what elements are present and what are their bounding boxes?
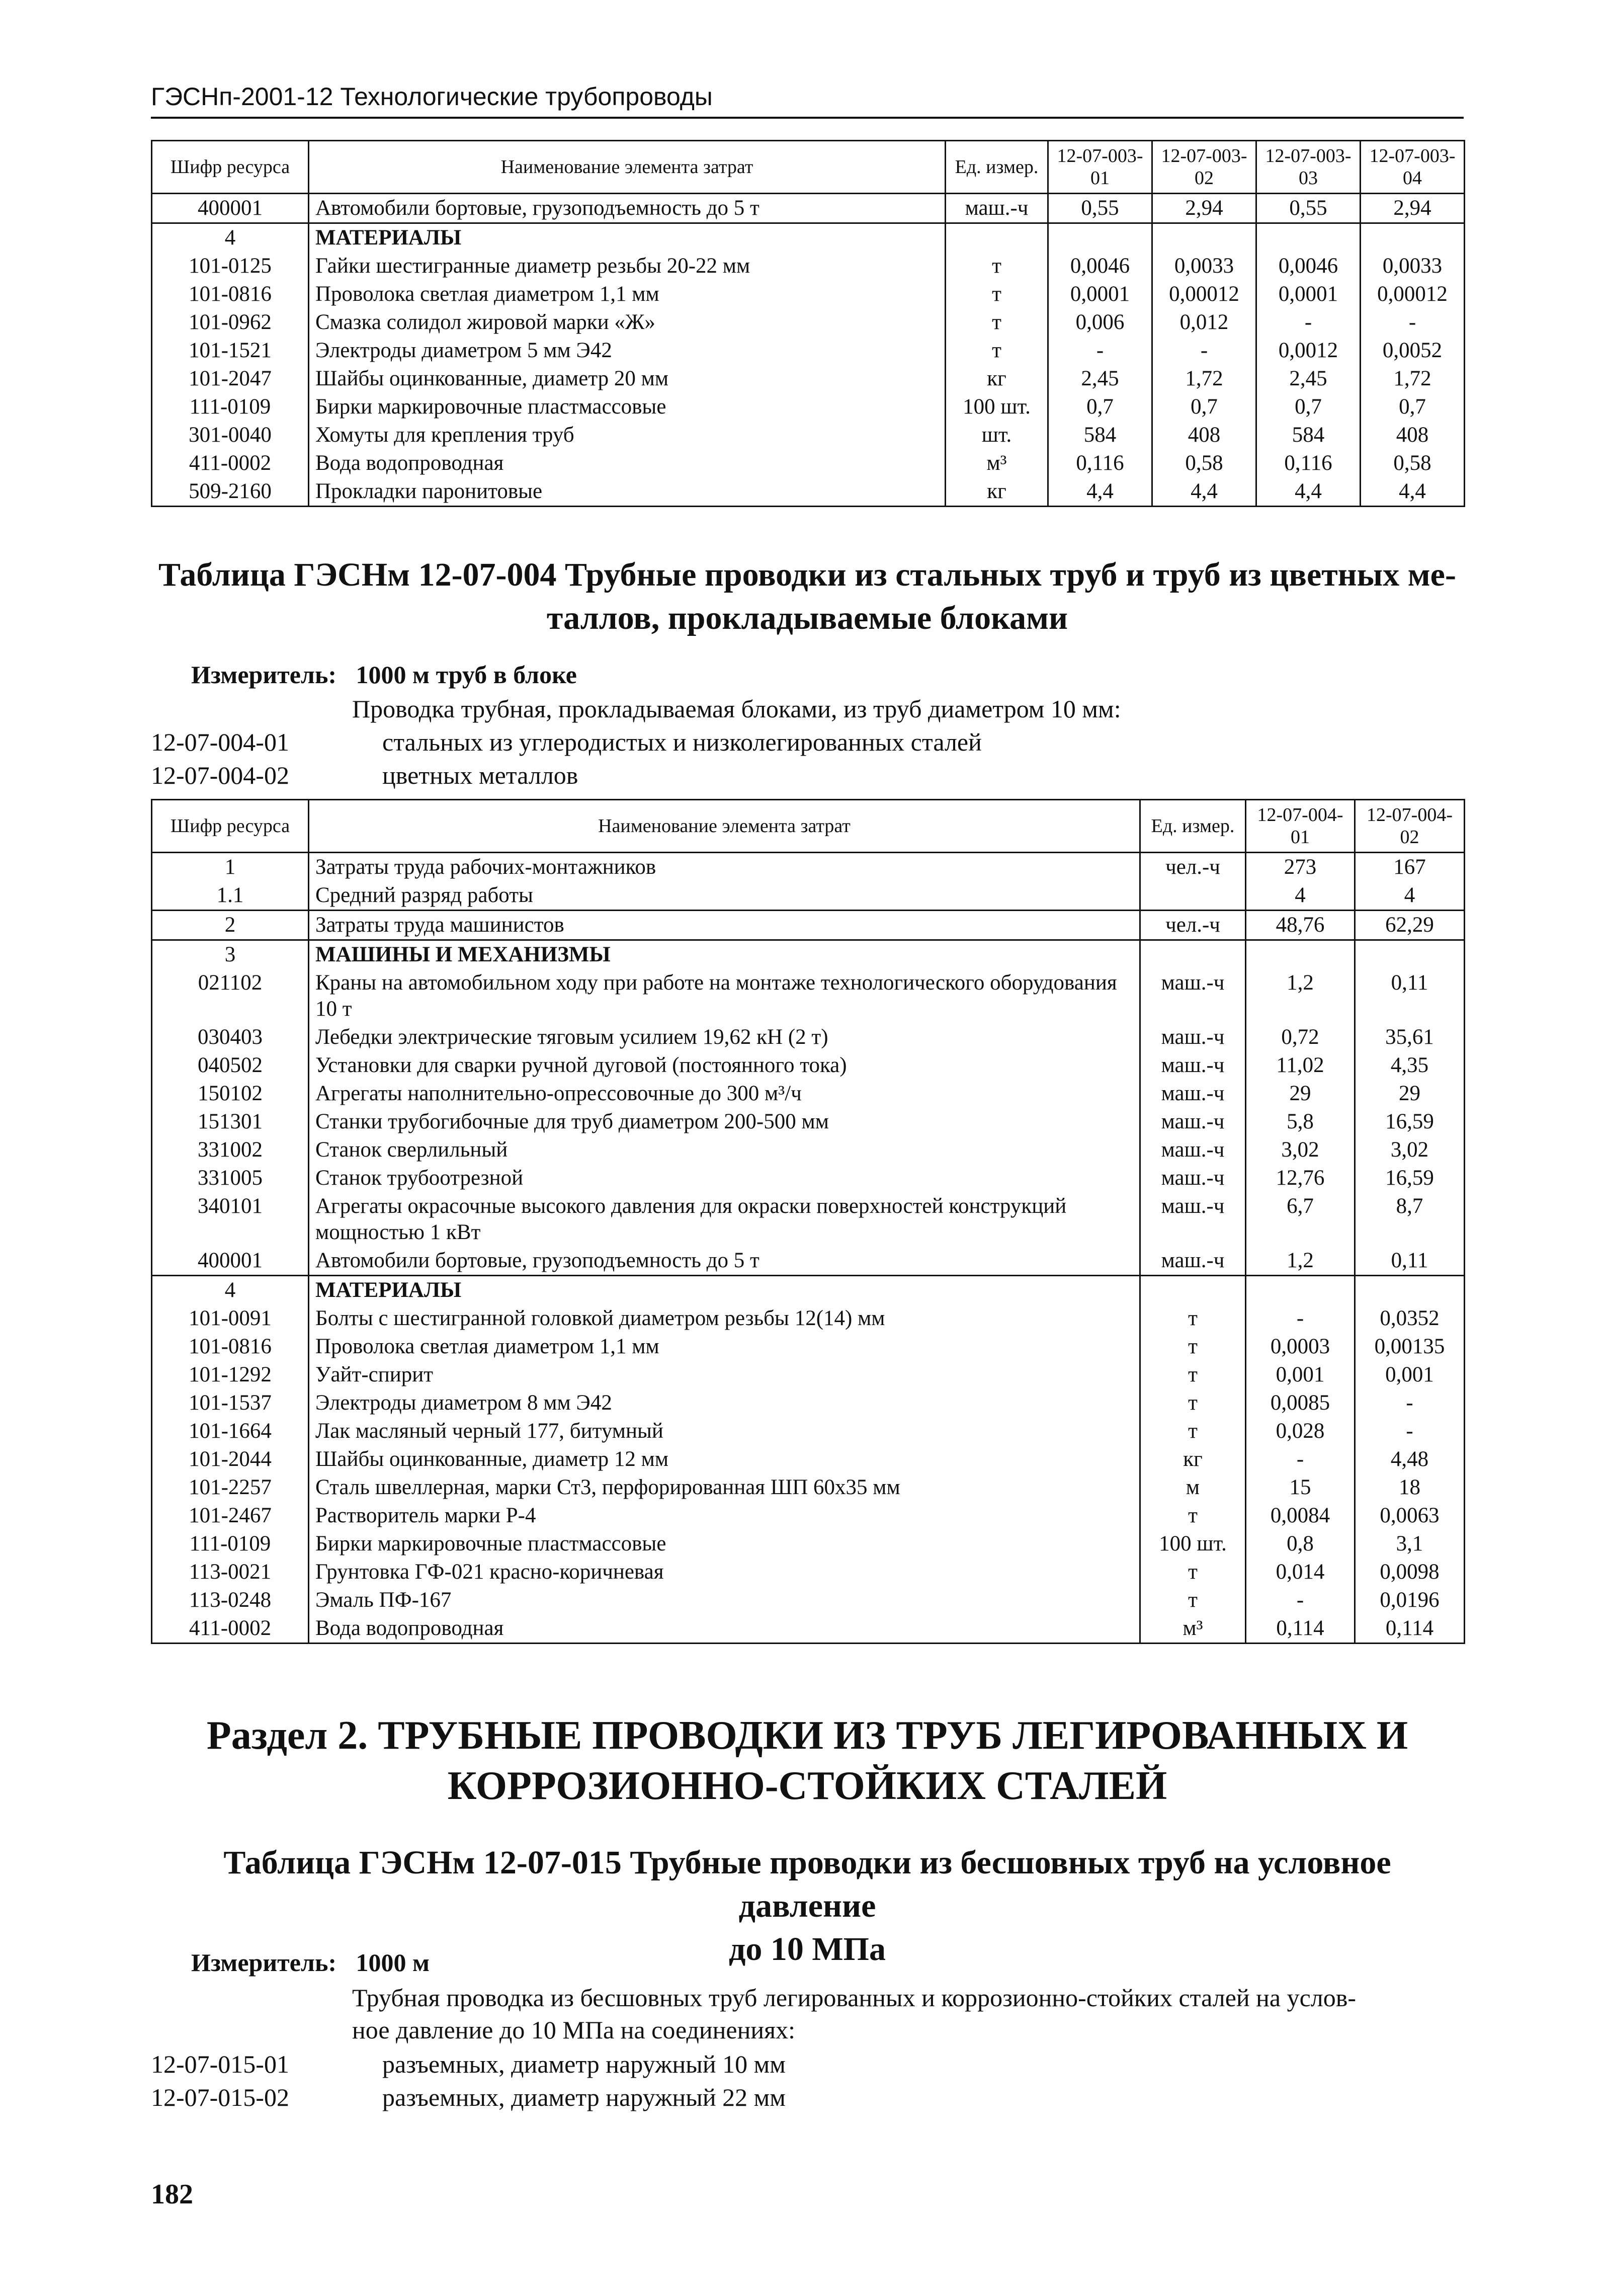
resource-code: 411-0002: [152, 1614, 309, 1644]
norm-value: 0,58: [1361, 449, 1465, 477]
norm-description: стальных из углеродистых и низколегированных сталей: [382, 728, 982, 756]
resource-name: Лебедки электрические тяговым усилием 19,62 кН (2 т): [309, 1023, 1140, 1051]
col-header-norm: 12-07-003-02: [1152, 141, 1256, 194]
norm-value: 0,116: [1048, 449, 1152, 477]
unit-cell: маш.-ч: [1140, 1247, 1246, 1276]
unit-cell: [1140, 940, 1246, 969]
table-015-intro: ное давление до 10 МПа на соединениях:: [352, 2016, 796, 2044]
unit-cell: чел.-ч: [1140, 853, 1246, 882]
resource-code: 400001: [152, 1247, 309, 1276]
resource-code: 101-2467: [152, 1502, 309, 1530]
resource-name: Сталь швеллерная, марки Ст3, перфорированная ШП 60х35 мм: [309, 1473, 1140, 1502]
unit-cell: чел.-ч: [1140, 911, 1246, 940]
table-row: [152, 1304, 1465, 1333]
unit-cell: м³: [946, 449, 1048, 477]
resource-code: 331002: [152, 1136, 309, 1164]
table-row: [152, 449, 1465, 477]
resource-code: 030403: [152, 1023, 309, 1051]
table-row: [152, 1361, 1465, 1389]
norm-value: 0,006: [1048, 308, 1152, 337]
table-row: [152, 911, 1465, 940]
resource-code: 101-0816: [152, 280, 309, 308]
norm-value: 62,29: [1355, 911, 1465, 940]
norm-value: 3,02: [1246, 1136, 1355, 1164]
unit-cell: маш.-ч: [1140, 1164, 1246, 1192]
norm-value: 2,94: [1361, 194, 1465, 223]
table-row: [152, 1108, 1465, 1136]
table-004-intro: Проводка трубная, прокладываемая блоками, из труб диаметром 10 мм:: [352, 695, 1121, 723]
norm-value: 5,8: [1246, 1108, 1355, 1136]
unit-cell: маш.-ч: [1140, 1108, 1246, 1136]
norm-value: 0,0098: [1355, 1558, 1465, 1586]
unit-cell: т: [946, 337, 1048, 365]
table-row: [152, 477, 1465, 507]
table-015-intro: Трубная проводка из бесшовных труб легированных и коррозионно-стойких сталей на услов-: [352, 1984, 1356, 2012]
resource-name: Шайбы оцинкованные, диаметр 20 мм: [309, 365, 946, 393]
norm-code: 12-07-015-01: [151, 2050, 289, 2078]
table-004-title: [151, 553, 1464, 640]
table-row: [152, 1558, 1465, 1586]
resource-code: 1.1: [152, 881, 309, 911]
unit-cell: шт.: [946, 421, 1048, 449]
col-header-name: Наименование элемента затрат: [309, 141, 946, 194]
norm-value: 0,001: [1246, 1361, 1355, 1389]
table-row: [152, 1136, 1465, 1164]
col-header-norm: 12-07-004-01: [1246, 800, 1355, 853]
resource-name: МАТЕРИАЛЫ: [309, 223, 946, 253]
norm-value: 0,114: [1246, 1614, 1355, 1644]
col-header-name: Наименование элемента затрат: [309, 800, 1140, 853]
unit-cell: [946, 223, 1048, 253]
unit-cell: т: [1140, 1417, 1246, 1445]
norm-value: 0,55: [1256, 194, 1361, 223]
title-line: КОРРОЗИОННО-СТОЙКИХ СТАЛЕЙ: [447, 1764, 1167, 1808]
resource-name: Краны на автомобильном ходу при работе на монтаже технологического оборудования 10 т: [309, 969, 1140, 1023]
unit-cell: т: [1140, 1333, 1246, 1361]
norm-value: 0,0001: [1048, 280, 1152, 308]
norm-value: 0,7: [1152, 393, 1256, 421]
unit-cell: т: [1140, 1558, 1246, 1586]
resource-code: 400001: [152, 194, 309, 223]
table-row: [152, 1502, 1465, 1530]
unit-cell: [1140, 881, 1246, 911]
table-row: [152, 280, 1465, 308]
resource-code: 411-0002: [152, 449, 309, 477]
norm-value: 35,61: [1355, 1023, 1465, 1051]
norm-code: 12-07-004-02: [151, 761, 289, 789]
table-row: [152, 337, 1465, 365]
norm-value: 6,7: [1246, 1192, 1355, 1247]
norm-description: разъемных, диаметр наружный 22 мм: [382, 2083, 786, 2111]
resource-name: Бирки маркировочные пластмассовые: [309, 393, 946, 421]
resource-name: Электроды диаметром 5 мм Э42: [309, 337, 946, 365]
norm-value: 4,4: [1048, 477, 1152, 507]
table-row: [152, 365, 1465, 393]
unit-cell: кг: [1140, 1445, 1246, 1473]
unit-cell: т: [1140, 1361, 1246, 1389]
norm-value: 0,0001: [1256, 280, 1361, 308]
norm-value: -: [1355, 1389, 1465, 1417]
resource-code: 101-0962: [152, 308, 309, 337]
norm-value: 4: [1355, 881, 1465, 911]
resource-name: Гайки шестигранные диаметр резьбы 20-22 мм: [309, 252, 946, 280]
resource-code: 111-0109: [152, 1530, 309, 1558]
unit-cell: 100 шт.: [946, 393, 1048, 421]
norm-code: 12-07-015-02: [151, 2083, 289, 2111]
table-row: [152, 1247, 1465, 1276]
norm-value: 0,0033: [1152, 252, 1256, 280]
resource-name: Шайбы оцинкованные, диаметр 12 мм: [309, 1445, 1140, 1473]
resource-name: Установки для сварки ручной дуговой (постоянного тока): [309, 1051, 1140, 1080]
resource-code: 101-2257: [152, 1473, 309, 1502]
table-row: [152, 252, 1465, 280]
norm-value: 0,00135: [1355, 1333, 1465, 1361]
unit-cell: т: [1140, 1502, 1246, 1530]
unit-cell: маш.-ч: [1140, 1051, 1246, 1080]
measure-value: 1000 м: [356, 1948, 430, 1977]
norm-value: 48,76: [1246, 911, 1355, 940]
norm-value: 0,11: [1355, 969, 1465, 1023]
norm-value: 0,0196: [1355, 1586, 1465, 1614]
resource-code: 113-0021: [152, 1558, 309, 1586]
norm-value: 0,014: [1246, 1558, 1355, 1586]
norm-value: 0,012: [1152, 308, 1256, 337]
resource-code: 150102: [152, 1080, 309, 1108]
norm-value: -: [1361, 308, 1465, 337]
unit-cell: маш.-ч: [1140, 969, 1246, 1023]
table-015-measure: [191, 1947, 430, 1978]
resource-code: 101-0125: [152, 252, 309, 280]
norm-value: 8,7: [1355, 1192, 1465, 1247]
col-header-norm: 12-07-003-04: [1361, 141, 1465, 194]
resource-name: МАТЕРИАЛЫ: [309, 1276, 1140, 1305]
table-004-measure: [191, 659, 577, 690]
table-row: [152, 1614, 1465, 1644]
norm-value: 29: [1355, 1080, 1465, 1108]
resource-name: Станок трубоотрезной: [309, 1164, 1140, 1192]
resource-name: Вода водопроводная: [309, 1614, 1140, 1644]
table-row: [152, 1276, 1465, 1305]
resource-code: 101-0091: [152, 1304, 309, 1333]
table-row: [152, 1023, 1465, 1051]
norm-value: 0,0052: [1361, 337, 1465, 365]
resource-code: 101-1292: [152, 1361, 309, 1389]
measure-label: Измеритель:: [191, 661, 337, 689]
resource-code: 101-1664: [152, 1417, 309, 1445]
resource-code: 331005: [152, 1164, 309, 1192]
norm-value: 4,35: [1355, 1051, 1465, 1080]
resource-code: 101-0816: [152, 1333, 309, 1361]
norm-value: 0,55: [1048, 194, 1152, 223]
resource-table-004: [151, 799, 1465, 1644]
resource-name: Растворитель марки Р-4: [309, 1502, 1140, 1530]
resource-name: Станки трубогибочные для труб диаметром 200-500 мм: [309, 1108, 1140, 1136]
resource-name: Болты с шестигранной головкой диаметром резьбы 12(14) мм: [309, 1304, 1140, 1333]
resource-name: Станок сверлильный: [309, 1136, 1140, 1164]
resource-code: 151301: [152, 1108, 309, 1136]
resource-code: 040502: [152, 1051, 309, 1080]
resource-name: Автомобили бортовые, грузоподъемность до 5 т: [309, 194, 946, 223]
norm-value: 584: [1256, 421, 1361, 449]
norm-value: 0,00012: [1152, 280, 1256, 308]
resource-table-003: [151, 140, 1465, 507]
norm-value: 0,00012: [1361, 280, 1465, 308]
resource-name: Агрегаты окрасочные высокого давления для окраски поверхностей конструкций мощностью 1 кВт: [309, 1192, 1140, 1247]
col-header-unit: Ед. измер.: [1140, 800, 1246, 853]
resource-name: Вода водопроводная: [309, 449, 946, 477]
resource-name: Электроды диаметром 8 мм Э42: [309, 1389, 1140, 1417]
resource-code: 3: [152, 940, 309, 969]
table-row: [152, 194, 1465, 223]
table-row: [152, 1192, 1465, 1247]
resource-code: 301-0040: [152, 421, 309, 449]
resource-code: 101-1537: [152, 1389, 309, 1417]
unit-cell: т: [946, 252, 1048, 280]
resource-name: Затраты труда рабочих-монтажников: [309, 853, 1140, 882]
norm-value: 0,72: [1246, 1023, 1355, 1051]
resource-code: 101-2047: [152, 365, 309, 393]
norm-description: разъемных, диаметр наружный 10 мм: [382, 2050, 786, 2078]
resource-code: 111-0109: [152, 393, 309, 421]
resource-code: 509-2160: [152, 477, 309, 507]
norm-value: 2,45: [1048, 365, 1152, 393]
norm-value: -: [1355, 1417, 1465, 1445]
col-header-norm: 12-07-003-01: [1048, 141, 1152, 194]
norm-value: [1361, 223, 1465, 253]
table-row: [152, 1389, 1465, 1417]
norm-value: 2,45: [1256, 365, 1361, 393]
table-row: [152, 881, 1465, 911]
norm-value: 0,0085: [1246, 1389, 1355, 1417]
norm-value: 584: [1048, 421, 1152, 449]
norm-value: 4,4: [1152, 477, 1256, 507]
norm-value: 3,02: [1355, 1136, 1465, 1164]
norm-value: 0,7: [1361, 393, 1465, 421]
unit-cell: маш.-ч: [1140, 1023, 1246, 1051]
table-header-row: [152, 800, 1465, 853]
table-row: [152, 421, 1465, 449]
norm-value: 0,001: [1355, 1361, 1465, 1389]
unit-cell: т: [946, 308, 1048, 337]
norm-value: [1246, 940, 1355, 969]
table-row: [152, 1586, 1465, 1614]
norm-value: 0,0084: [1246, 1502, 1355, 1530]
running-header: ГЭСНп-2001-12 Технологические трубопроводы: [151, 80, 1464, 119]
page-number: 182: [151, 2179, 193, 2210]
table-row: [152, 1530, 1465, 1558]
norm-value: 0,116: [1256, 449, 1361, 477]
unit-cell: [1140, 1276, 1246, 1305]
resource-code: 101-2044: [152, 1445, 309, 1473]
table-row: [152, 853, 1465, 882]
resource-code: 340101: [152, 1192, 309, 1247]
table-row: [152, 1417, 1465, 1445]
norm-value: 0,0352: [1355, 1304, 1465, 1333]
table-row: [152, 1164, 1465, 1192]
norm-value: 4,48: [1355, 1445, 1465, 1473]
resource-code: 4: [152, 1276, 309, 1305]
resource-name: Бирки маркировочные пластмассовые: [309, 1530, 1140, 1558]
col-header-norm: 12-07-004-02: [1355, 800, 1465, 853]
resource-name: Автомобили бортовые, грузоподъемность до 5 т: [309, 1247, 1140, 1276]
unit-cell: маш.-ч: [1140, 1136, 1246, 1164]
unit-cell: кг: [946, 365, 1048, 393]
norm-value: 1,72: [1361, 365, 1465, 393]
resource-name: Проволока светлая диаметром 1,1 мм: [309, 280, 946, 308]
resource-code: 4: [152, 223, 309, 253]
unit-cell: т: [1140, 1389, 1246, 1417]
norm-value: 0,7: [1256, 393, 1361, 421]
norm-value: -: [1246, 1445, 1355, 1473]
norm-value: 0,8: [1246, 1530, 1355, 1558]
norm-value: 18: [1355, 1473, 1465, 1502]
resource-code: 1: [152, 853, 309, 882]
norm-value: -: [1048, 337, 1152, 365]
norm-value: -: [1246, 1304, 1355, 1333]
title-line: до 10 МПа: [728, 1931, 886, 1967]
norm-value: [1152, 223, 1256, 253]
title-line: Таблица ГЭСНм 12-07-015 Трубные проводки из бесшовных труб на условное давление: [223, 1844, 1391, 1924]
unit-cell: маш.-ч: [1140, 1192, 1246, 1247]
measure-value: 1000 м труб в блоке: [356, 661, 577, 689]
norm-value: 3,1: [1355, 1530, 1465, 1558]
norm-value: 408: [1152, 421, 1256, 449]
norm-value: [1048, 223, 1152, 253]
resource-name: Эмаль ПФ-167: [309, 1586, 1140, 1614]
norm-value: 0,0003: [1246, 1333, 1355, 1361]
norm-code: 12-07-004-01: [151, 728, 289, 756]
norm-value: 0,0063: [1355, 1502, 1465, 1530]
table-row: [152, 969, 1465, 1023]
table-row: [152, 1473, 1465, 1502]
norm-value: 0,0012: [1256, 337, 1361, 365]
resource-code: 113-0248: [152, 1586, 309, 1614]
norm-value: 167: [1355, 853, 1465, 882]
norm-value: 15: [1246, 1473, 1355, 1502]
unit-cell: т: [1140, 1304, 1246, 1333]
norm-value: 12,76: [1246, 1164, 1355, 1192]
resource-name: Агрегаты наполнительно-опрессовочные до 300 м³/ч: [309, 1080, 1140, 1108]
resource-name: Смазка солидол жировой марки «Ж»: [309, 308, 946, 337]
norm-value: 0,58: [1152, 449, 1256, 477]
col-header-unit: Ед. измер.: [946, 141, 1048, 194]
norm-value: 11,02: [1246, 1051, 1355, 1080]
unit-cell: маш.-ч: [1140, 1080, 1246, 1108]
unit-cell: маш.-ч: [946, 194, 1048, 223]
norm-value: 0,028: [1246, 1417, 1355, 1445]
resource-name: Проволока светлая диаметром 1,1 мм: [309, 1333, 1140, 1361]
table-row: [152, 308, 1465, 337]
norm-value: [1256, 223, 1361, 253]
norm-value: 273: [1246, 853, 1355, 882]
norm-value: 2,94: [1152, 194, 1256, 223]
col-header-code: Шифр ресурса: [152, 141, 309, 194]
norm-value: 0,7: [1048, 393, 1152, 421]
norm-value: 0,0046: [1048, 252, 1152, 280]
norm-value: 4,4: [1256, 477, 1361, 507]
resource-name: Прокладки паронитовые: [309, 477, 946, 507]
col-header-code: Шифр ресурса: [152, 800, 309, 853]
resource-name: Грунтовка ГФ-021 красно-коричневая: [309, 1558, 1140, 1586]
resource-name: Затраты труда машинистов: [309, 911, 1140, 940]
resource-code: 2: [152, 911, 309, 940]
table-row: [152, 393, 1465, 421]
table-row: [152, 940, 1465, 969]
section-title: [151, 1710, 1464, 1811]
resource-name: Лак масляный черный 177, битумный: [309, 1417, 1140, 1445]
norm-value: 4: [1246, 881, 1355, 911]
table-row: [152, 1080, 1465, 1108]
title-line: Таблица ГЭСНм 12-07-004 Трубные проводки из стальных труб и труб из цветных ме-: [158, 556, 1456, 593]
norm-value: [1355, 1276, 1465, 1305]
unit-cell: кг: [946, 477, 1048, 507]
table-row: [152, 1445, 1465, 1473]
col-header-norm: 12-07-003-03: [1256, 141, 1361, 194]
norm-value: -: [1152, 337, 1256, 365]
unit-cell: м: [1140, 1473, 1246, 1502]
norm-value: 16,59: [1355, 1164, 1465, 1192]
norm-value: 1,2: [1246, 969, 1355, 1023]
table-row: [152, 223, 1465, 253]
norm-value: 16,59: [1355, 1108, 1465, 1136]
title-line: Раздел 2. ТРУБНЫЕ ПРОВОДКИ ИЗ ТРУБ ЛЕГИРОВАННЫХ И: [206, 1713, 1408, 1758]
norm-value: 0,114: [1355, 1614, 1465, 1644]
norm-value: 29: [1246, 1080, 1355, 1108]
norm-value: 408: [1361, 421, 1465, 449]
norm-value: -: [1246, 1586, 1355, 1614]
resource-name: МАШИНЫ И МЕХАНИЗМЫ: [309, 940, 1140, 969]
table-row: [152, 1051, 1465, 1080]
unit-cell: т: [946, 280, 1048, 308]
norm-value: -: [1256, 308, 1361, 337]
norm-description: цветных металлов: [382, 761, 578, 789]
norm-value: [1246, 1276, 1355, 1305]
resource-code: 021102: [152, 969, 309, 1023]
norm-value: 0,0046: [1256, 252, 1361, 280]
norm-value: 0,11: [1355, 1247, 1465, 1276]
norm-value: 4,4: [1361, 477, 1465, 507]
norm-value: [1355, 940, 1465, 969]
resource-code: 101-1521: [152, 337, 309, 365]
norm-value: 1,2: [1246, 1247, 1355, 1276]
title-line: таллов, прокладываемые блоками: [546, 600, 1068, 636]
table-row: [152, 1333, 1465, 1361]
resource-name: Уайт-спирит: [309, 1361, 1140, 1389]
norm-value: 1,72: [1152, 365, 1256, 393]
resource-name: Средний разряд работы: [309, 881, 1140, 911]
unit-cell: 100 шт.: [1140, 1530, 1246, 1558]
table-header-row: [152, 141, 1465, 194]
norm-value: 0,0033: [1361, 252, 1465, 280]
unit-cell: т: [1140, 1586, 1246, 1614]
unit-cell: м³: [1140, 1614, 1246, 1644]
measure-label: Измеритель:: [191, 1948, 337, 1977]
resource-name: Хомуты для крепления труб: [309, 421, 946, 449]
